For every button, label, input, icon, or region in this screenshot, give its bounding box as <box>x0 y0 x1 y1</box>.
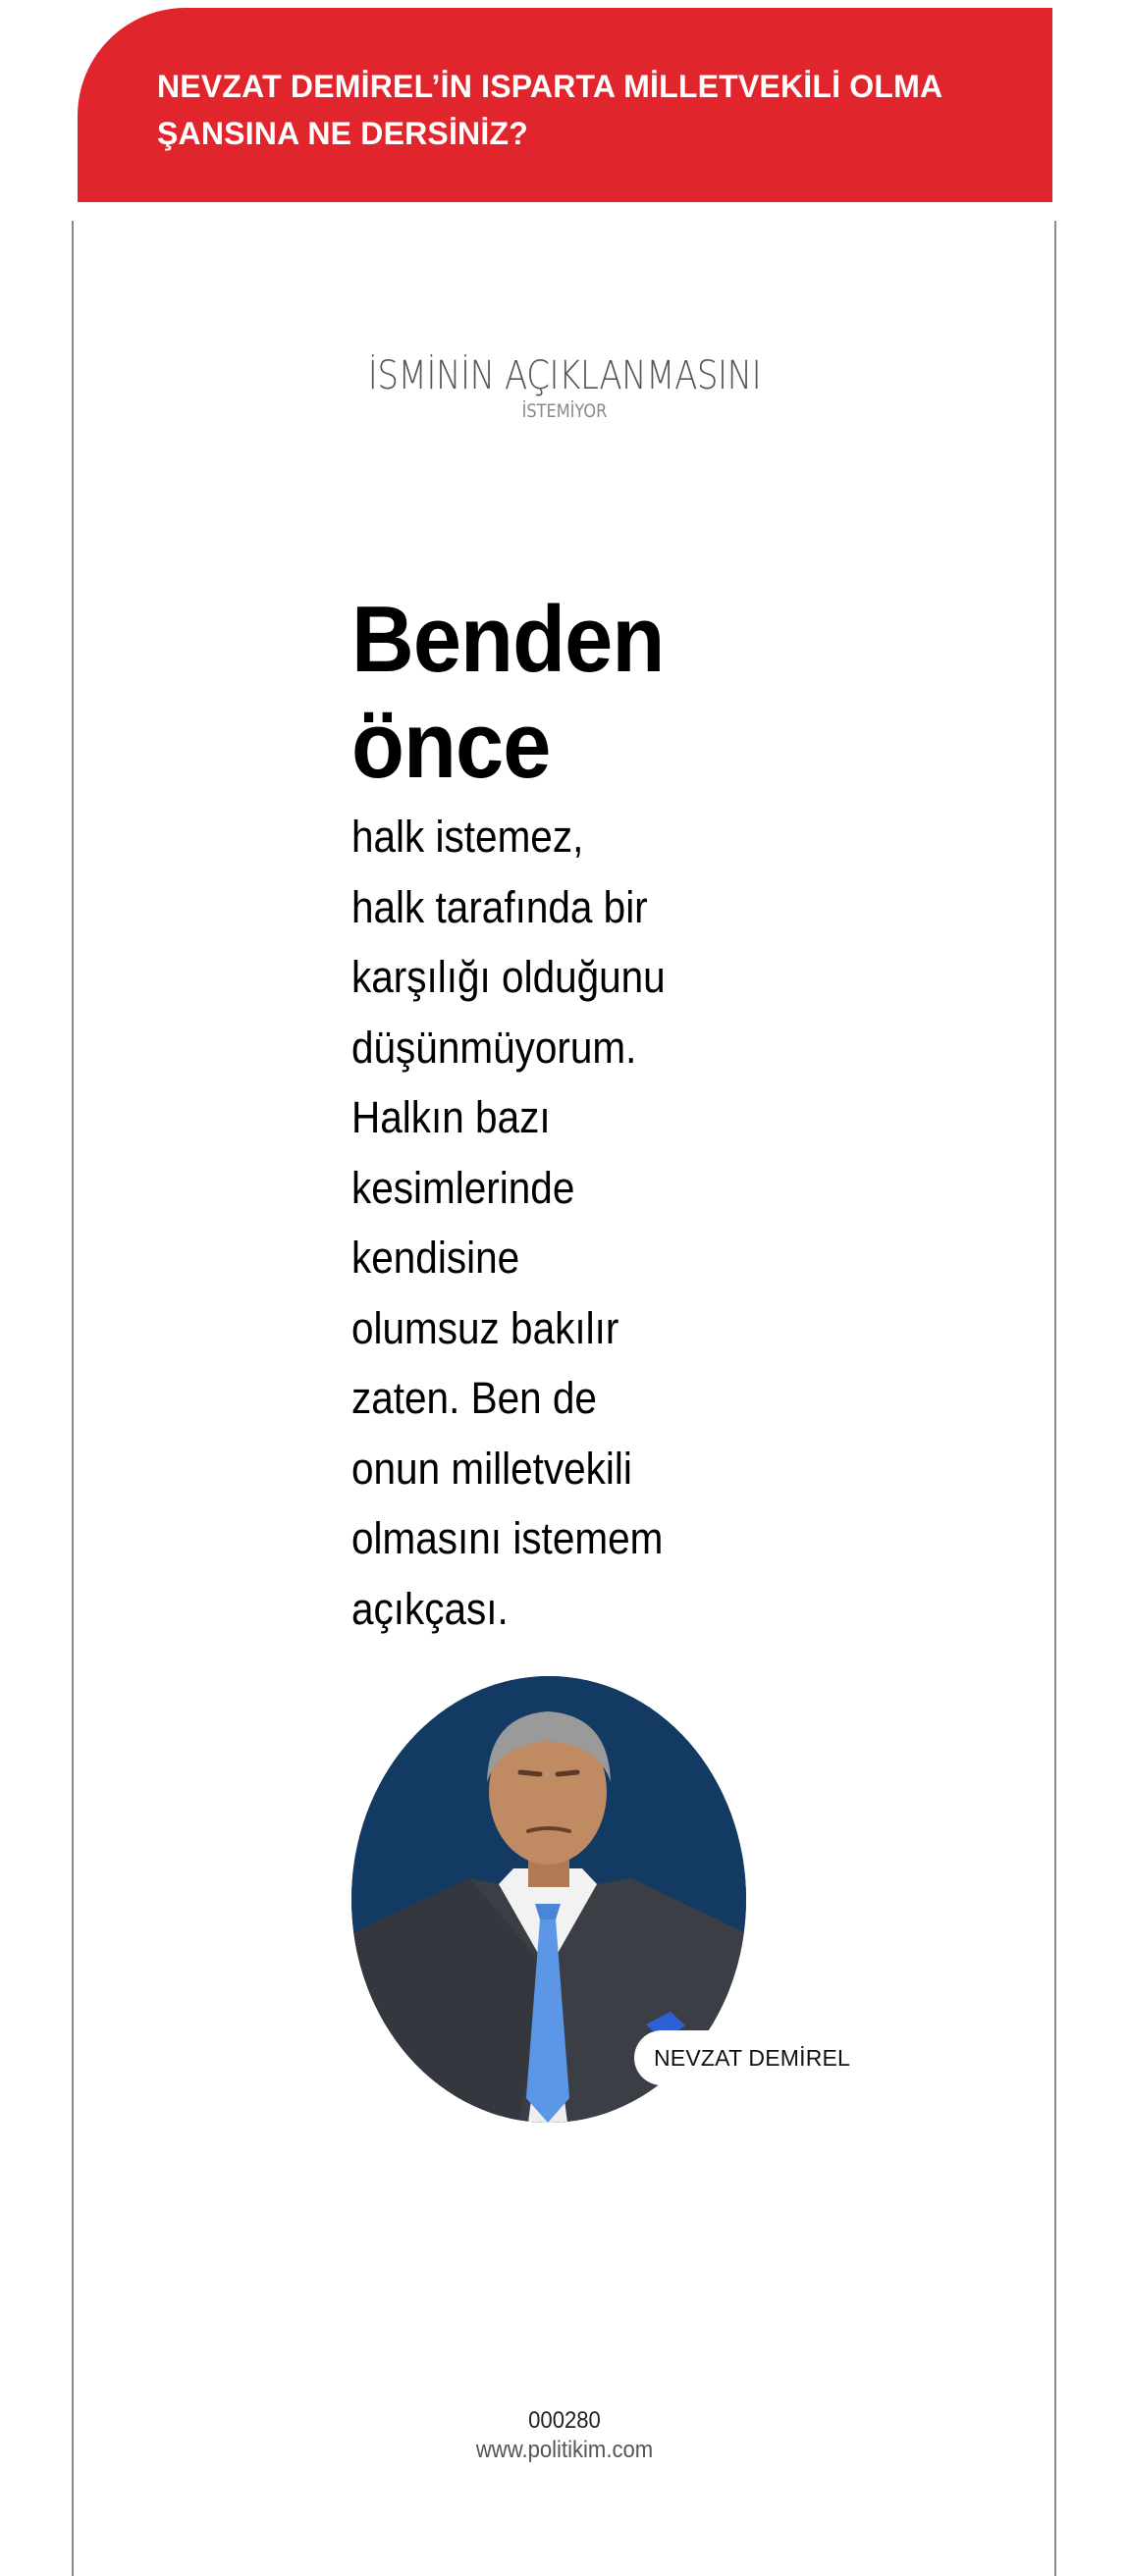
question-banner <box>78 8 1052 202</box>
footer-url[interactable]: www.politikim.com <box>475 2437 654 2463</box>
respondent-line-1: İSMİNİN AÇIKLANMASINI <box>367 353 762 398</box>
quote-lead: Benden önce <box>351 587 665 798</box>
subject-name-tag <box>634 2030 864 2085</box>
footer <box>45 2406 1084 2465</box>
respondent-line-2: İSTEMİYOR <box>521 400 608 422</box>
question-title: NEVZAT DEMİREL’İN ISPARTA MİLLETVEKİLİ OLMA ŞANSINA NE DERSİNİZ? <box>157 69 943 151</box>
quote-block <box>351 587 823 1644</box>
respondent-label <box>0 353 1129 422</box>
quote-body: halk istemez, halk tarafında bir karşılığı olduğunu düşünmüyorum. Halkın bazı kesimlerinde kendisine olumsuz bakılır zaten. Ben de onun milletvekili olmasını istemem açıkçası. <box>351 812 666 1634</box>
footer-code: 000280 <box>528 2407 601 2434</box>
subject-name: NEVZAT DEMİREL <box>654 2044 851 2071</box>
